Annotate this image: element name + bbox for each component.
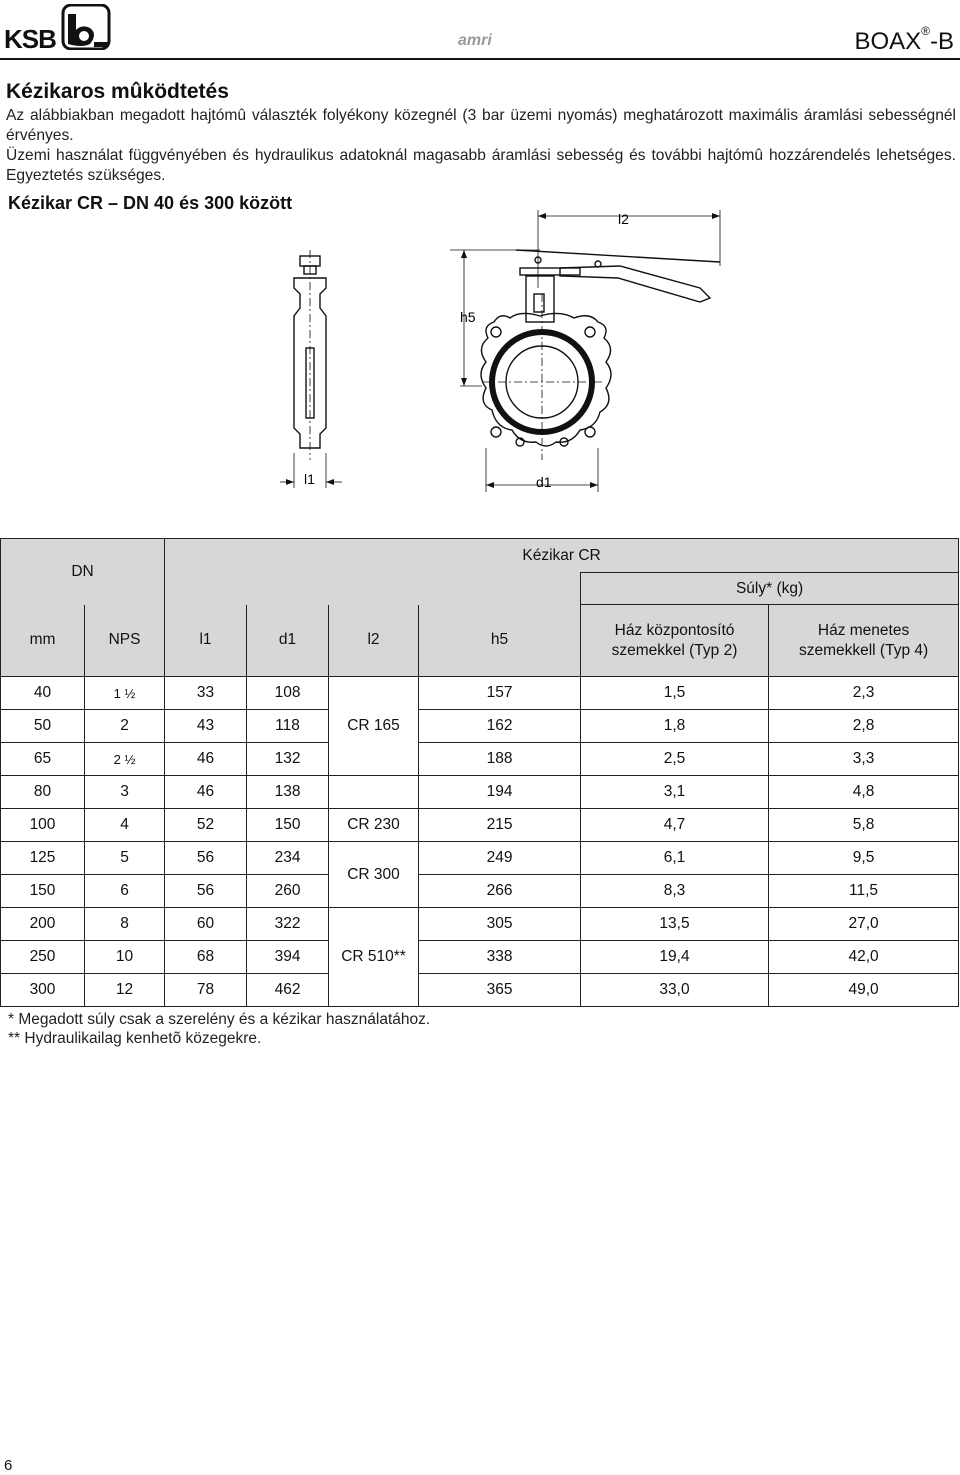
header-typ2: Ház központosító szemekkel (Typ 2) xyxy=(581,605,769,677)
header-rule xyxy=(0,58,960,60)
l2-cr300: CR 300 xyxy=(329,842,419,908)
product-title: BOAX®-B xyxy=(854,24,954,55)
dimensions-table xyxy=(0,538,959,1007)
header-nps: NPS xyxy=(85,605,165,677)
subtitle: Kézikar CR – DN 40 és 300 között xyxy=(8,193,293,213)
table-row: 125 5 56 234 CR 300 249 6,1 9,5 xyxy=(1,842,959,875)
valve-drawing xyxy=(220,198,740,498)
amri-logo-text: amri xyxy=(458,32,492,49)
page-header xyxy=(0,0,960,60)
section-title: Kézikaros mûködtetés xyxy=(6,80,229,103)
table-row: 50 2 43 118 162 1,8 2,8 xyxy=(1,710,959,743)
header-dn: DN xyxy=(1,539,165,605)
header-h5: h5 xyxy=(419,605,581,677)
l2-cr510: CR 510** xyxy=(329,908,419,1007)
table-row: 40 1 ½ 33 108 CR 165 157 1,5 2,3 xyxy=(1,677,959,710)
dim-h5-label: h5 xyxy=(460,309,476,325)
ksb-logo-icon xyxy=(60,4,112,50)
header-group: Kézikar CR xyxy=(165,539,959,573)
dim-l1-label: l1 xyxy=(304,471,315,487)
table-row: 150 6 56 260 266 8,3 11,5 xyxy=(1,875,959,908)
l2-cr230: CR 230 xyxy=(329,809,419,842)
header-d1: d1 xyxy=(247,605,329,677)
paragraph-1: Az alábbiakban megadott hajtómû választék folyékony közegnél (3 bar üzemi nyomás) meghatározott maximális áramlási sebességnél érvényes. xyxy=(6,107,956,144)
header-typ4: Ház menetes szemekkell (Typ 4) xyxy=(769,605,959,677)
paragraph-2: Üzemi használat függvényében és hydraulikus adatoknál magasabb áramlási sebesség és további hajtómû hozzárendelés lehetséges. Egyeztetés szükséges. xyxy=(6,147,956,184)
header-mm: mm xyxy=(1,605,85,677)
page-number: 6 xyxy=(4,1457,13,1474)
dim-d1-label: d1 xyxy=(536,474,552,490)
table-row: 100 4 52 150 CR 230 215 4,7 5,8 xyxy=(1,809,959,842)
table-row: 300 12 78 462 365 33,0 49,0 xyxy=(1,974,959,1007)
table-row: 80 3 46 138 194 3,1 4,8 xyxy=(1,776,959,809)
ksb-logo-text: KSB xyxy=(4,24,56,54)
header-weight: Súly* (kg) xyxy=(581,573,959,605)
header-l1: l1 xyxy=(165,605,247,677)
footnote-hydraulic: ** Hydraulikailag kenhetõ közegekre. xyxy=(8,1030,262,1047)
footnote-weight: * Megadott súly csak a szerelény és a kézikar használatához. xyxy=(8,1011,431,1028)
table-row: 65 2 ½ 46 132 188 2,5 3,3 xyxy=(1,743,959,776)
table-row: 250 10 68 394 338 19,4 42,0 xyxy=(1,941,959,974)
dim-l2-label: l2 xyxy=(618,211,629,227)
table-row: 200 8 60 322 CR 510** 305 13,5 27,0 xyxy=(1,908,959,941)
header-l2: l2 xyxy=(329,605,419,677)
l2-cr165: CR 165 xyxy=(329,677,419,776)
